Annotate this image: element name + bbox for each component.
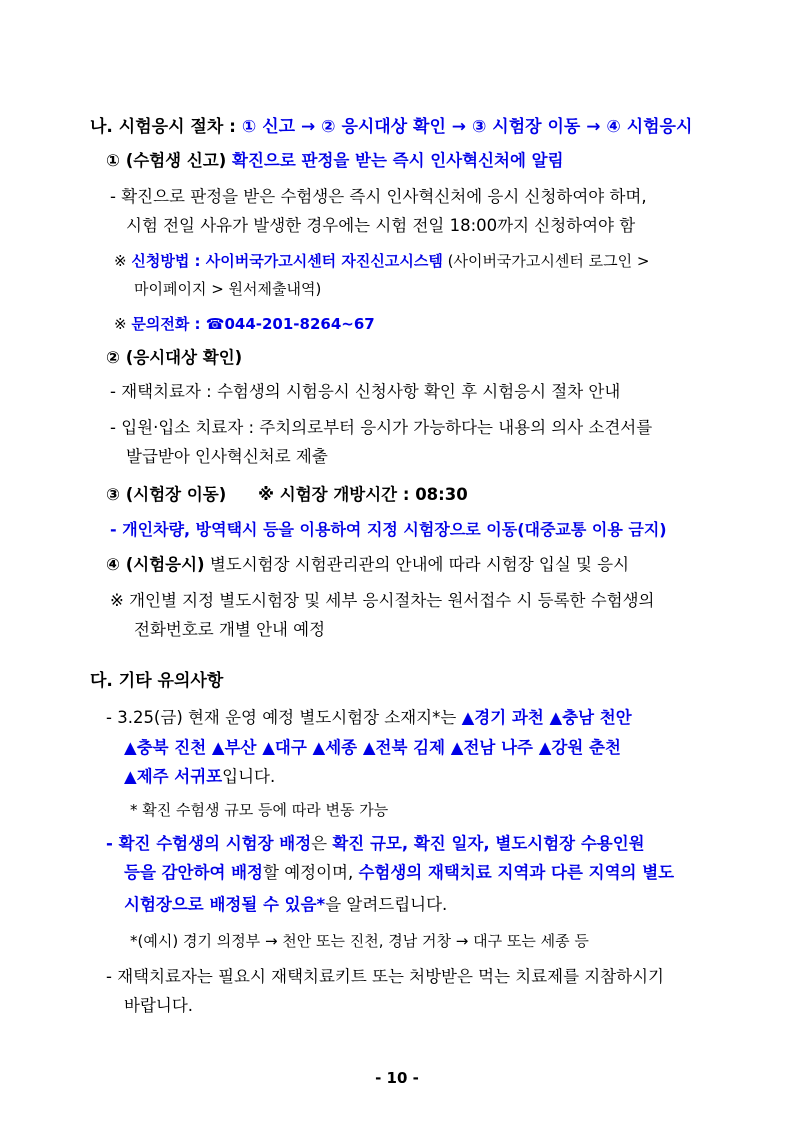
step3-note: ※ 시험장 개방시간 : 08:30 — [258, 485, 468, 504]
da-bullet2-line3 — [124, 894, 447, 916]
da-bullet1-line2: ▲충북 진천 ▲부산 ▲대구 ▲세종 ▲전북 김제 ▲전남 나주 ▲강원 춘천 — [124, 738, 621, 757]
da-bullet2-line1 — [106, 833, 645, 855]
step4-note-line1: ※ 개인별 지정 별도시험장 및 세부 응시절차는 원서접수 시 등록한 수험생의 — [110, 591, 655, 610]
step1-method — [114, 250, 649, 272]
da-bullet2-b: 은 — [311, 834, 328, 853]
da-bullet1-locations: ▲경기 과천 ▲충남 천안 — [461, 708, 632, 727]
method-mark: ※ — [114, 252, 127, 270]
step2-bullet1: - 재택치료자 : 수험생의 시험응시 신청사항 확인 후 시험응시 절차 안내 — [110, 382, 621, 401]
step4-heading — [106, 554, 629, 576]
section-na-label: 나. 시험응시 절차 : — [90, 117, 236, 137]
method-detail: (사이버국가고시센터 로그인 > — [447, 252, 650, 270]
da-bullet2-line2-b: 할 예정이며, — [263, 863, 354, 882]
step3-heading — [106, 484, 468, 506]
section-da-heading: 다. 기타 유의사항 — [90, 671, 224, 691]
step4-text: 별도시험장 시험관리관의 안내에 따라 시험장 입실 및 응시 — [209, 555, 630, 574]
da-bullet1-line1 — [106, 707, 632, 729]
da-bullet2-line3-a: 시험장으로 배정될 수 있음* — [124, 895, 326, 914]
page-number: - 10 - — [375, 1069, 419, 1087]
da-bullet1-line3 — [124, 766, 275, 788]
step3-bullet: - 개인차량, 방역택시 등을 이용하여 지정 시험장으로 이동(대중교통 이용 금지) — [110, 520, 667, 539]
phone-mark: ※ — [114, 315, 127, 333]
da-bullet2-line2 — [124, 862, 674, 884]
da-bullet1-footnote: * 확진 수험생 규모 등에 따라 변동 가능 — [130, 801, 389, 819]
step1-headline: 확진으로 판정을 받는 즉시 인사혁신처에 알림 — [232, 151, 564, 170]
da-bullet3-line2: 바랍니다. — [124, 996, 194, 1015]
method-label: 신청방법 : 사이버국가고시센터 자진신고시스템 — [131, 252, 443, 270]
da-bullet3-line1: - 재택치료자는 필요시 재택치료키트 또는 처방받은 먹는 치료제를 지참하시기 — [106, 967, 664, 986]
step2-title: ② (응시대상 확인) — [106, 348, 243, 367]
step2-bullet2-line2: 발급받아 인사혁신처로 제출 — [126, 447, 328, 466]
step4-title: ④ (시험응시) — [106, 555, 205, 574]
step1-bullet-line1: - 확진으로 판정을 받은 수험생은 즉시 인사혁신처에 응시 신청하여야 하며, — [110, 187, 647, 206]
da-bullet2-footnote: *(예시) 경기 의정부 → 천안 또는 진천, 경남 거창 → 대구 또는 세종 등 — [130, 932, 589, 950]
phone-label: 문의전화 : ☎044-201-8264~67 — [131, 315, 375, 333]
step1-title: ① (수험생 신고) — [106, 151, 227, 170]
procedure-steps: ① 신고 → ② 응시대상 확인 → ③ 시험장 이동 → ④ 시험응시 — [241, 117, 693, 137]
da-bullet1-prefix: - 3.25(금) 현재 운영 예정 별도시험장 소재지*는 — [106, 708, 457, 727]
da-bullet2-line2-c: 수험생의 재택치료 지역과 다른 지역의 별도 — [358, 863, 675, 882]
da-bullet2-a: - 확진 수험생의 시험장 배정 — [106, 834, 312, 853]
da-bullet2-line3-b: 을 알려드립니다. — [325, 895, 448, 914]
da-bullet1-end: 입니다. — [222, 767, 276, 786]
da-bullet2-c: 확진 규모, 확진 일자, 별도시험장 수용인원 — [332, 834, 645, 853]
step1-bullet-line2: 시험 전일 사유가 발생한 경우에는 시험 전일 18:00까지 신청하여야 함 — [126, 216, 636, 235]
step3-title: ③ (시험장 이동) — [106, 485, 227, 504]
step1-phone — [114, 313, 375, 335]
step2-bullet2-line1: - 입원·입소 치료자 : 주치의로부터 응시가 가능하다는 내용의 의사 소견서를 — [110, 418, 653, 437]
da-bullet1-jeju: ▲제주 서귀포 — [124, 767, 223, 786]
section-na-heading — [90, 116, 692, 138]
step1-heading — [106, 150, 564, 172]
da-bullet2-line2-a: 등을 감안하여 배정 — [124, 863, 264, 882]
step4-note-line2: 전화번호로 개별 안내 예정 — [134, 620, 326, 639]
method-detail-line2: 마이페이지 > 원서제출내역) — [134, 280, 322, 298]
